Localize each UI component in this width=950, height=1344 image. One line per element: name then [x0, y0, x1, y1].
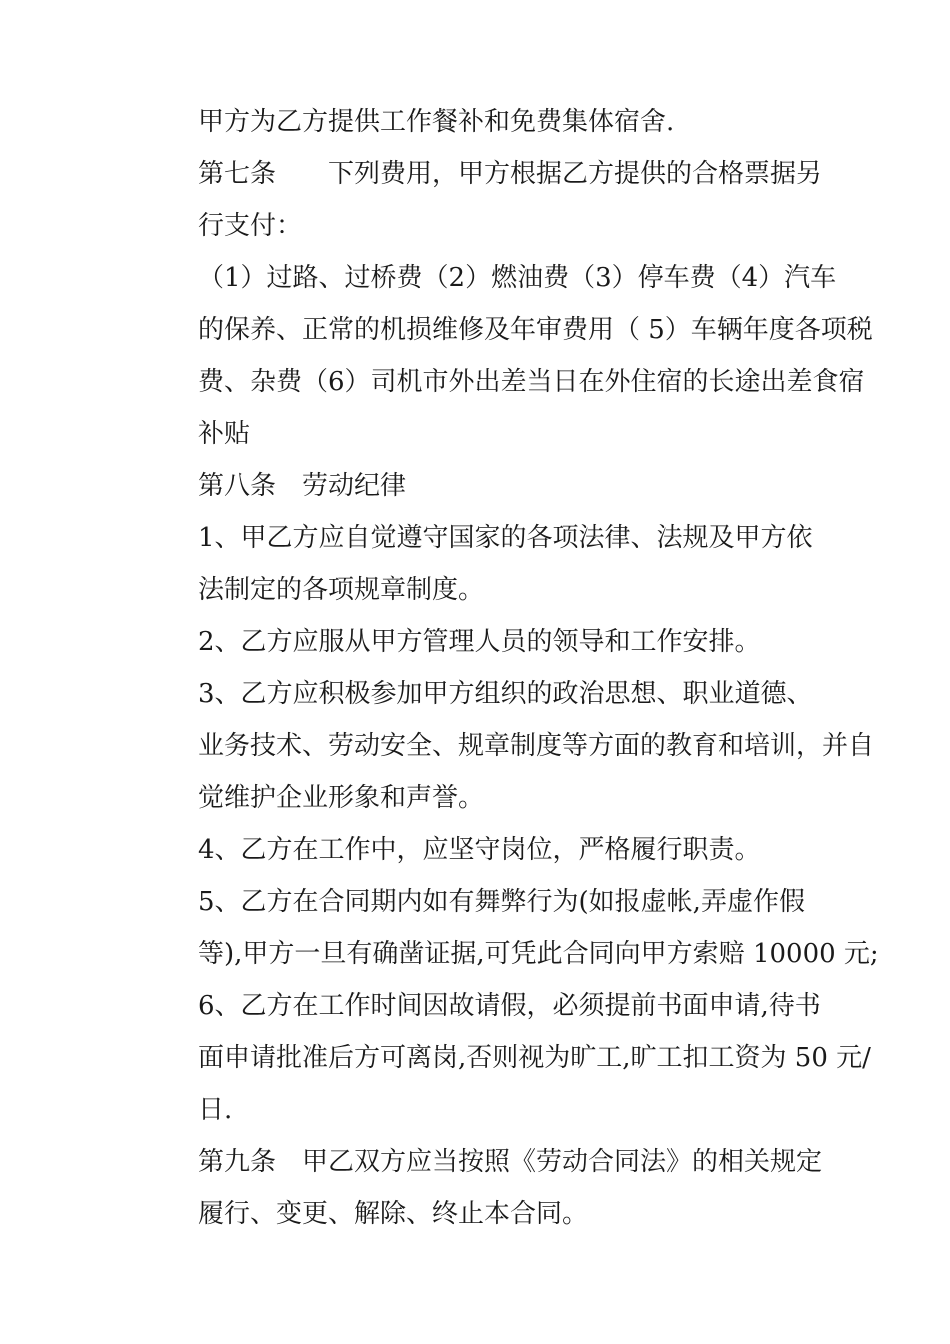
text-line: 费、杂费（6）司机市外出差当日在外住宿的长途出差食宿	[198, 367, 865, 397]
text-line: 法制定的各项规章制度。	[198, 575, 485, 605]
text-line: 2、乙方应服从甲方管理人员的领导和工作安排。	[198, 627, 761, 657]
text-line: 4、乙方在工作中，应坚守岗位，严格履行职责。	[198, 835, 761, 865]
para-expense-list	[146, 252, 873, 460]
text-line: 的保养、正常的机损维修及年审费用（ 5）车辆年度各项税	[198, 315, 873, 345]
text-line: 第七条 下列费用，甲方根据乙方提供的合格票据另	[198, 159, 823, 189]
text-line: 补贴	[198, 419, 251, 449]
text-line: 1、甲乙方应自觉遵守国家的各项法律、法规及甲方依	[198, 523, 813, 553]
text-line: 第八条 劳动纪律	[198, 471, 407, 501]
text-line: 第九条 甲乙双方应当按照《劳动合同法》的相关规定	[198, 1147, 823, 1177]
para-rule-1	[146, 512, 813, 616]
para-rule-4	[146, 824, 810, 876]
para-article-8	[146, 460, 810, 512]
para-rule-5	[146, 876, 879, 980]
text-line: （1）过路、过桥费（2）燃油费（3）停车费（4）汽车	[198, 263, 837, 293]
text-line: 行支付：	[198, 211, 303, 241]
text-line: 业务技术、劳动安全、规章制度等方面的教育和培训，并自	[198, 731, 875, 761]
para-rule-6	[146, 980, 871, 1136]
para-rule-2	[146, 616, 810, 668]
para-rule-3	[146, 668, 875, 824]
text-line: 履行、变更、解除、终止本合同。	[198, 1199, 589, 1229]
text-line: 5、乙方在合同期内如有舞弊行为(如报虚帐,弄虚作假	[198, 887, 805, 917]
text-line: 面申请批准后方可离岗,否则视为旷工,旷工扣工资为 50 元/	[198, 1043, 871, 1073]
para-article-7	[146, 148, 823, 252]
text-line: 6、乙方在工作时间因故请假，必须提前书面申请,待书	[198, 991, 821, 1021]
para-meal-dormitory	[146, 96, 810, 148]
text-line: 等),甲方一旦有确凿证据,可凭此合同向甲方索赔 10000 元;	[198, 939, 879, 969]
para-article-9	[146, 1136, 823, 1240]
text-line: 甲方为乙方提供工作餐补和免费集体宿舍.	[198, 107, 675, 137]
text-line: 3、乙方应积极参加甲方组织的政治思想、职业道德、	[198, 679, 813, 709]
document-body	[146, 96, 879, 1240]
text-line: 日.	[198, 1095, 233, 1125]
text-line: 觉维护企业形象和声誉。	[198, 783, 485, 813]
